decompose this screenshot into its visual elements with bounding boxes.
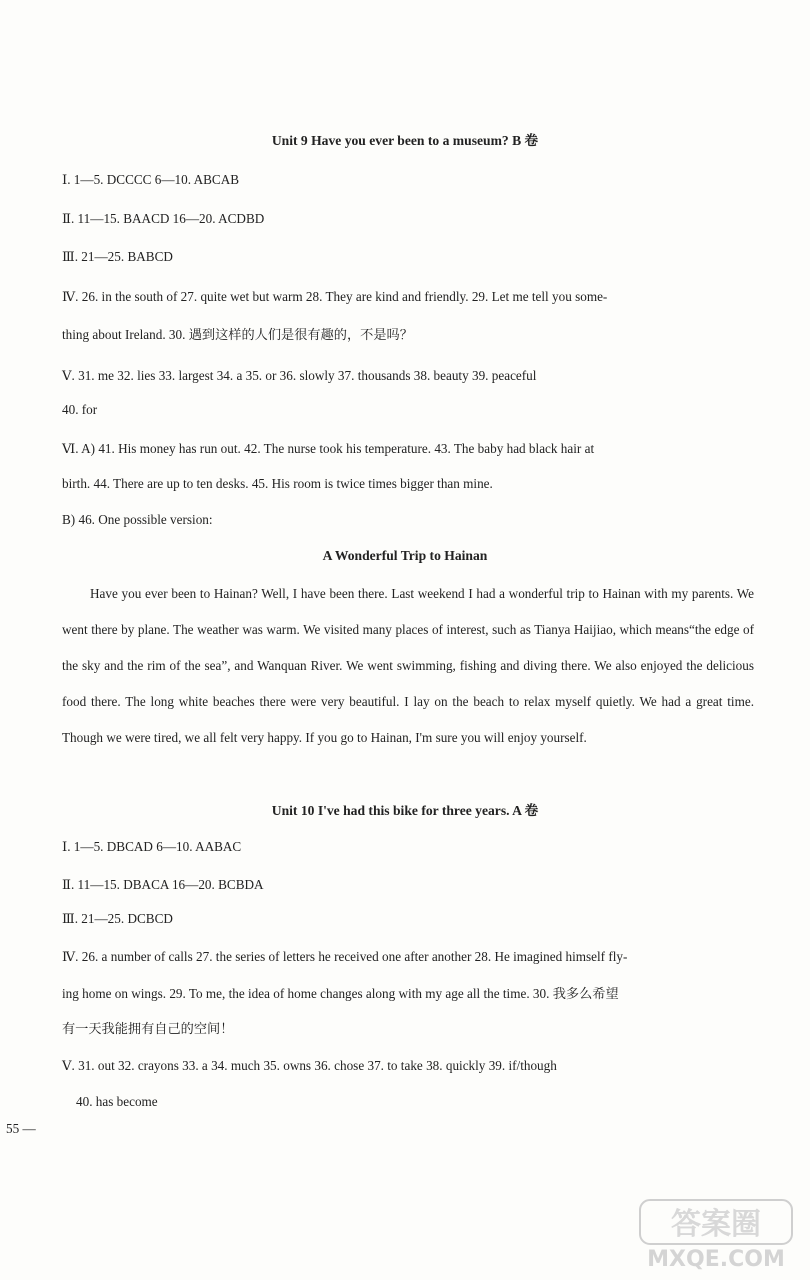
answer-line: Ⅴ. 31. me 32. lies 33. largest 34. a 35. or 36. slowly 37. thousands 38. beauty 39. peaceful bbox=[62, 368, 537, 383]
essay-title: A Wonderful Trip to Hainan bbox=[322, 548, 488, 563]
answer-line: 40. for bbox=[62, 402, 98, 417]
answer-line: Ⅱ. 11—15. BAACD 16—20. ACDBD bbox=[62, 211, 265, 226]
answer-line: birth. 44. There are up to ten desks. 45. His room is twice times bigger than mine. bbox=[62, 476, 493, 491]
answer-line: Ⅵ. A) 41. His money has run out. 42. The nurse took his temperature. 43. The baby had black hair at bbox=[62, 441, 595, 456]
answer-line: Ⅳ. 26. in the south of 27. quite wet but warm 28. They are kind and friendly. 29. Let me tell you some- bbox=[62, 289, 608, 304]
answer-line: Ⅳ. 26. a number of calls 27. the series of letters he received one after another 28. He imagined himself fly- bbox=[62, 949, 628, 964]
watermark-logo bbox=[636, 1196, 796, 1272]
answer-line: ing home on wings. 29. To me, the idea of home changes along with my age all the time. 30. 我多么希望 bbox=[62, 986, 619, 1001]
watermark-top: 答案圈 bbox=[671, 1207, 761, 1242]
unit10-heading: Unit 10 I've had this bike for three years. A 卷 bbox=[271, 803, 539, 818]
answer-line: Ⅴ. 31. out 32. crayons 33. a 34. much 35. owns 36. chose 37. to take 38. quickly 39. if/though bbox=[62, 1058, 557, 1073]
answer-line: Ⅲ. 21—25. DCBCD bbox=[62, 911, 173, 926]
essay-body bbox=[62, 576, 754, 756]
answer-line: Ⅰ. 1—5. DBCAD 6—10. AABAC bbox=[62, 839, 242, 854]
unit9-heading: Unit 9 Have you ever been to a museum? B 卷 bbox=[271, 133, 539, 148]
answer-line: Ⅰ. 1—5. DCCCC 6—10. ABCAB bbox=[62, 172, 240, 187]
answer-line: Ⅱ. 11—15. DBACA 16—20. BCBDA bbox=[62, 877, 264, 892]
essay-text: Have you ever been to Hainan? Well, I have been there. Last weekend I had a wonderful trip to Hainan with my parents. We went there by plane. The weather was warm. We visited many places of interest, such as Tianya Haijiao, which means“the edge of the sky and the rim of the sea”, and Wanquan River. We went swimming, fishing and diving there. We also enjoyed the delicious food there. The long white beaches there were very beautiful. I lay on the beach to relax myself quietly. We had a great time. Though we were tired, we all felt very happy. If you go to Hainan, I'm sure you will enjoy yourself. bbox=[62, 586, 754, 745]
answer-line: B) 46. One possible version: bbox=[62, 512, 213, 527]
answer-line: 40. has become bbox=[76, 1094, 158, 1109]
answer-line: Ⅲ. 21—25. BABCD bbox=[62, 249, 173, 264]
page-number: 55 — bbox=[6, 1121, 36, 1136]
watermark-bottom: MXQE.COM bbox=[647, 1247, 785, 1272]
answer-line: thing about Ireland. 30. 遇到这样的人们是很有趣的，不是吗？ bbox=[62, 327, 413, 342]
answer-line: 有一天我能拥有自己的空间！ bbox=[62, 1021, 234, 1036]
